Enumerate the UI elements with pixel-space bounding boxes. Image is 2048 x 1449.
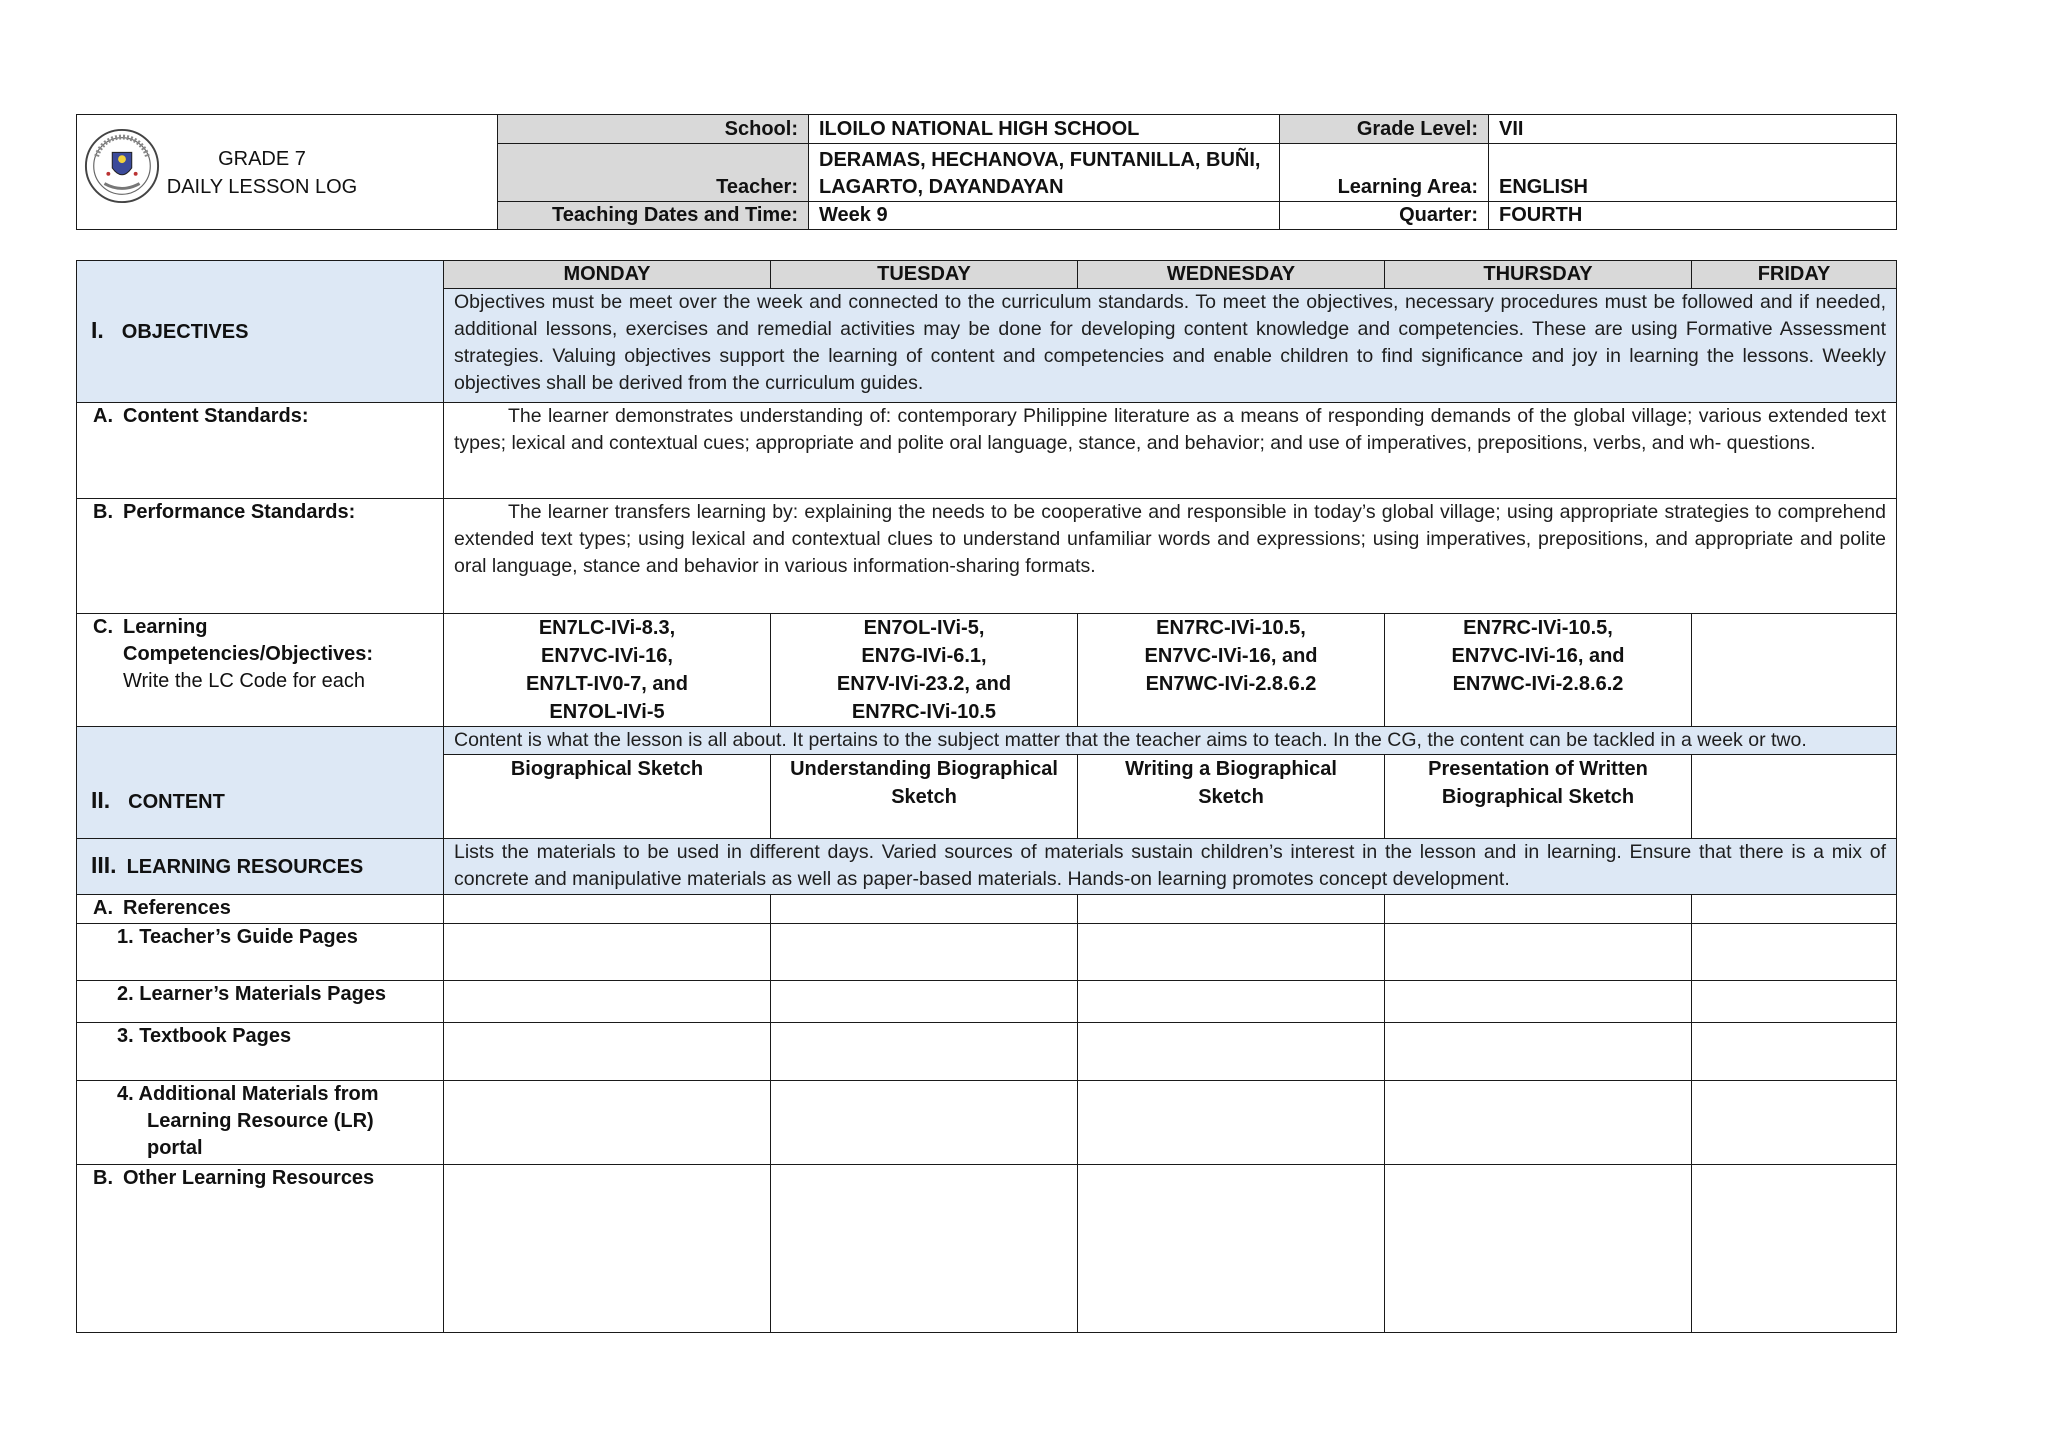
- lc-code: EN7WC-IVi-2.8.6.2: [1145, 673, 1317, 695]
- cell-tuesday: [771, 1081, 1078, 1165]
- grade-level-label: Grade Level:: [1280, 115, 1489, 144]
- day-header-tuesday: TUESDAY: [771, 261, 1078, 289]
- references-label-cell: [77, 895, 444, 924]
- cell-monday: [444, 981, 771, 1023]
- cell-thursday: [1385, 1165, 1692, 1333]
- deped-seal-icon: [83, 127, 161, 205]
- content-title: CONTENT: [128, 791, 225, 813]
- other-resources-label: Other Learning Resources: [123, 1167, 375, 1189]
- other-resources-letter: B.: [93, 1167, 113, 1189]
- competencies-note: Write the LC Code for each: [123, 670, 365, 692]
- cell-thursday: [1385, 1023, 1692, 1081]
- cell-friday: [1692, 1081, 1897, 1165]
- content-wednesday: [1078, 755, 1385, 839]
- cell-tuesday: [771, 1165, 1078, 1333]
- objectives-heading-cell: [77, 261, 444, 403]
- lc-code: EN7OL-IVi-5,: [863, 617, 985, 639]
- cell-thursday: [1385, 895, 1692, 924]
- title-block: [157, 145, 367, 201]
- additional-materials-line3: portal: [147, 1137, 203, 1159]
- cell-monday: [444, 1081, 771, 1165]
- cell-wednesday: [1078, 1081, 1385, 1165]
- lc-code: EN7VC-IVi-16, and: [1144, 645, 1318, 667]
- performance-standards-label: Performance Standards:: [123, 501, 356, 523]
- cell-tuesday: [771, 924, 1078, 981]
- grade-title: GRADE 7: [218, 148, 306, 170]
- competencies-friday: [1692, 614, 1897, 727]
- content-num: II.: [91, 787, 111, 813]
- textbook-label: 3. Textbook Pages: [77, 1023, 444, 1081]
- performance-standards-label-cell: [77, 499, 444, 614]
- teacher-line-2: LAGARTO, DAYANDAYAN: [819, 176, 1064, 198]
- cell-friday: [1692, 924, 1897, 981]
- dates-label: Teaching Dates and Time:: [498, 202, 809, 230]
- lc-code: EN7WC-IVi-2.8.6.2: [1452, 673, 1624, 695]
- lc-code: EN7LT-IV0-7, and: [526, 673, 688, 695]
- competencies-label-cell: [77, 614, 444, 727]
- content-standards-letter: A.: [93, 405, 113, 427]
- learning-area-label: Learning Area:: [1280, 144, 1489, 202]
- teacher-label: Teacher:: [498, 144, 809, 202]
- lc-code: EN7VC-IVi-16, and: [1451, 645, 1625, 667]
- content-tuesday: [771, 755, 1078, 839]
- references-label: References: [123, 897, 231, 919]
- lesson-log-table: [76, 260, 1897, 1333]
- lesson-title: Sketch: [891, 786, 957, 808]
- content-standards-text: The learner demonstrates understanding of: contemporary Philippine literature as a means of responding demands of the global village; various extended text types; lexical and contextual cues; appropriate and polite oral language, stance, and behavior; and use of imperatives, prepositions, verbs, and wh- questions.: [444, 403, 1897, 499]
- teacher-value: [809, 144, 1280, 202]
- cell-monday: [444, 1165, 771, 1333]
- performance-standards-letter: B.: [93, 501, 113, 523]
- content-standards-label-cell: [77, 403, 444, 499]
- references-letter: A.: [93, 897, 113, 919]
- additional-materials-line1: 4. Additional Materials from: [117, 1083, 379, 1105]
- additional-materials-label-cell: [77, 1081, 444, 1165]
- quarter-value: FOURTH: [1489, 202, 1897, 230]
- lc-code: EN7OL-IVi-5: [549, 701, 665, 723]
- lesson-title: Biographical Sketch: [1441, 786, 1635, 808]
- lc-code: EN7RC-IVi-10.5: [851, 701, 997, 723]
- log-title: DAILY LESSON LOG: [166, 176, 358, 198]
- grade-level-value: VII: [1489, 115, 1897, 144]
- content-heading-cell: [77, 727, 444, 839]
- day-header-wednesday: WEDNESDAY: [1078, 261, 1385, 289]
- cell-monday: [444, 924, 771, 981]
- cell-tuesday: [771, 981, 1078, 1023]
- lc-code: EN7RC-IVi-10.5,: [1156, 617, 1306, 639]
- content-friday: [1692, 755, 1897, 839]
- objectives-num: I.: [91, 317, 104, 343]
- performance-standards-text: The learner transfers learning by: explaining the needs to be cooperative and responsible in today’s global village; using appropriate strategies to comprehend extended text types; using lexical and contextual clues to understand unfamiliar words and expressions; using imperatives, prepositions, and appropriate and polite oral language, stance and behavior in various information-sharing formats.: [444, 499, 1897, 614]
- cell-friday: [1692, 1165, 1897, 1333]
- cell-friday: [1692, 981, 1897, 1023]
- competencies-letter: C.: [93, 616, 113, 638]
- cell-wednesday: [1078, 1023, 1385, 1081]
- school-label: School:: [498, 115, 809, 144]
- content-thursday: [1385, 755, 1692, 839]
- cell-thursday: [1385, 981, 1692, 1023]
- cell-thursday: [1385, 924, 1692, 981]
- day-header-friday: FRIDAY: [1692, 261, 1897, 289]
- lc-code: EN7RC-IVi-10.5,: [1463, 617, 1613, 639]
- lesson-title: Sketch: [1198, 786, 1264, 808]
- cell-friday: [1692, 895, 1897, 924]
- header-table: [76, 114, 1897, 230]
- cell-tuesday: [771, 895, 1078, 924]
- competencies-label-line2: Competencies/Objectives:: [123, 643, 374, 665]
- learners-materials-label: 2. Learner’s Materials Pages: [77, 981, 444, 1023]
- competencies-wednesday: [1078, 614, 1385, 727]
- cell-monday: [444, 1023, 771, 1081]
- competencies-tuesday: [771, 614, 1078, 727]
- quarter-label: Quarter:: [1280, 202, 1489, 230]
- content-monday: [444, 755, 771, 839]
- resources-heading-cell: [77, 839, 444, 895]
- lesson-title: Understanding Biographical: [790, 758, 1058, 780]
- content-text: Content is what the lesson is all about. It pertains to the subject matter that the teacher aims to teach. In the CG, the content can be tackled in a week or two.: [444, 727, 1897, 755]
- lc-code: EN7V-IVi-23.2, and: [836, 673, 1012, 695]
- other-resources-label-cell: [77, 1165, 444, 1333]
- lc-code: EN7VC-IVi-16,: [541, 645, 673, 667]
- competencies-thursday: [1385, 614, 1692, 727]
- resources-title: LEARNING RESOURCES: [126, 856, 364, 878]
- lc-code: EN7G-IVi-6.1,: [861, 645, 987, 667]
- teacher-line-1: DERAMAS, HECHANOVA, FUNTANILLA, BUÑI,: [819, 149, 1261, 171]
- objectives-text: Objectives must be meet over the week and connected to the curriculum standards. To meet the objectives, necessary procedures must be followed and if needed, additional lessons, exercises and remedial activities may be done for developing content knowledge and competencies. These are using Formative Assessment strategies. Valuing objectives support the learning of content and competencies and enable children to find significance and joy in learning the lessons. Weekly objectives shall be derived from the curriculum guides.: [444, 289, 1897, 403]
- dates-value: Week 9: [809, 202, 1280, 230]
- additional-materials-line2: Learning Resource (LR): [147, 1110, 374, 1132]
- cell-wednesday: [1078, 1165, 1385, 1333]
- learning-area-value: ENGLISH: [1489, 144, 1897, 202]
- day-header-monday: MONDAY: [444, 261, 771, 289]
- resources-num: III.: [91, 852, 117, 878]
- lesson-title: Biographical Sketch: [510, 758, 704, 780]
- cell-wednesday: [1078, 895, 1385, 924]
- cell-monday: [444, 895, 771, 924]
- cell-wednesday: [1078, 924, 1385, 981]
- lesson-title: Writing a Biographical: [1125, 758, 1337, 780]
- cell-wednesday: [1078, 981, 1385, 1023]
- teachers-guide-label: 1. Teacher’s Guide Pages: [77, 924, 444, 981]
- content-standards-label: Content Standards:: [123, 405, 309, 427]
- competencies-monday: [444, 614, 771, 727]
- school-value: ILOILO NATIONAL HIGH SCHOOL: [809, 115, 1280, 144]
- lesson-title: Presentation of Written: [1428, 758, 1648, 780]
- header-logo-cell: [77, 115, 498, 230]
- cell-tuesday: [771, 1023, 1078, 1081]
- cell-thursday: [1385, 1081, 1692, 1165]
- day-header-thursday: THURSDAY: [1385, 261, 1692, 289]
- lc-code: EN7LC-IVi-8.3,: [538, 617, 676, 639]
- competencies-label-line1: Learning: [123, 616, 208, 638]
- resources-text: Lists the materials to be used in different days. Varied sources of materials sustain children’s interest in the lesson and in learning. Ensure that there is a mix of concrete and manipulative materials as well as paper-based materials. Hands-on learning promotes concept development.: [444, 839, 1897, 895]
- objectives-title: OBJECTIVES: [121, 321, 249, 343]
- cell-friday: [1692, 1023, 1897, 1081]
